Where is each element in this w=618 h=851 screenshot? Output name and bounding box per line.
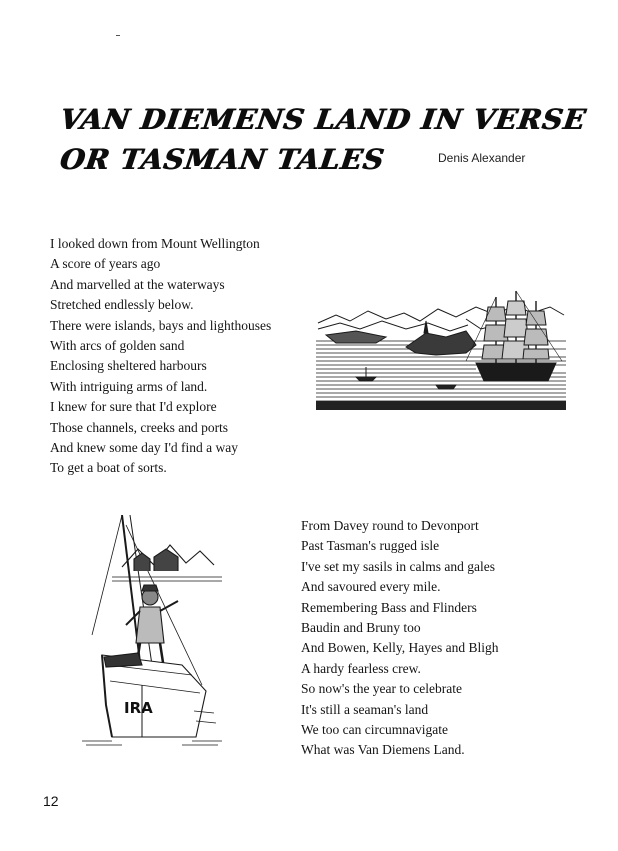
poem-line: It's still a seaman's land — [301, 701, 429, 717]
title-line-2: OR TASMAN TALES — [57, 143, 387, 176]
poem-line: We too can circumnavigate — [301, 722, 448, 738]
poem-line: There were islands, bays and lighthouses — [50, 317, 272, 333]
page-number: 12 — [43, 793, 59, 809]
poem-line: Enclosing sheltered harbours — [50, 358, 207, 374]
scan-speck — [116, 35, 120, 36]
poem-line: Those channels, creeks and ports — [50, 419, 229, 435]
boat-name-text: IRA — [124, 699, 153, 717]
poem-line: And knew some day I'd find a way — [50, 440, 239, 456]
poem-line: Stretched endlessly below. — [50, 297, 194, 313]
poem-line: Baudin and Bruny too — [301, 620, 421, 636]
poem-line: A score of years ago — [50, 256, 161, 272]
poem-stanza-2 — [301, 516, 498, 761]
author-name: Denis Alexander — [438, 151, 526, 165]
poem-line: With arcs of golden sand — [50, 338, 185, 354]
poem-line: A hardy fearless crew. — [301, 660, 421, 676]
poem-line: With intriguing arms of land. — [50, 378, 208, 394]
poem-line: What was Van Diemens Land. — [301, 742, 465, 758]
poem-line: I knew for sure that I'd explore — [50, 399, 217, 415]
poem-stanza-1 — [50, 234, 271, 479]
poem-line: I've set my sasils in calms and gales — [301, 558, 496, 574]
poem-line: So now's the year to celebrate — [301, 681, 462, 697]
sailor-boat-illustration — [82, 515, 222, 747]
poem-line: To get a boat of sorts. — [50, 460, 167, 476]
harbour-ship-illustration — [316, 285, 566, 410]
poem-line: I looked down from Mount Wellington — [50, 236, 260, 251]
poem-line: And Bowen, Kelly, Hayes and Bligh — [301, 640, 499, 656]
poem-line: Remembering Bass and Flinders — [301, 599, 477, 615]
poem-line: And savoured every mile. — [301, 579, 441, 595]
title-line-1: VAN DIEMENS LAND IN VERSE — [57, 103, 588, 136]
poem-line: And marvelled at the waterways — [50, 276, 225, 292]
poem-line: Past Tasman's rugged isle — [301, 538, 440, 554]
poem-line: From Davey round to Devonport — [301, 518, 479, 533]
